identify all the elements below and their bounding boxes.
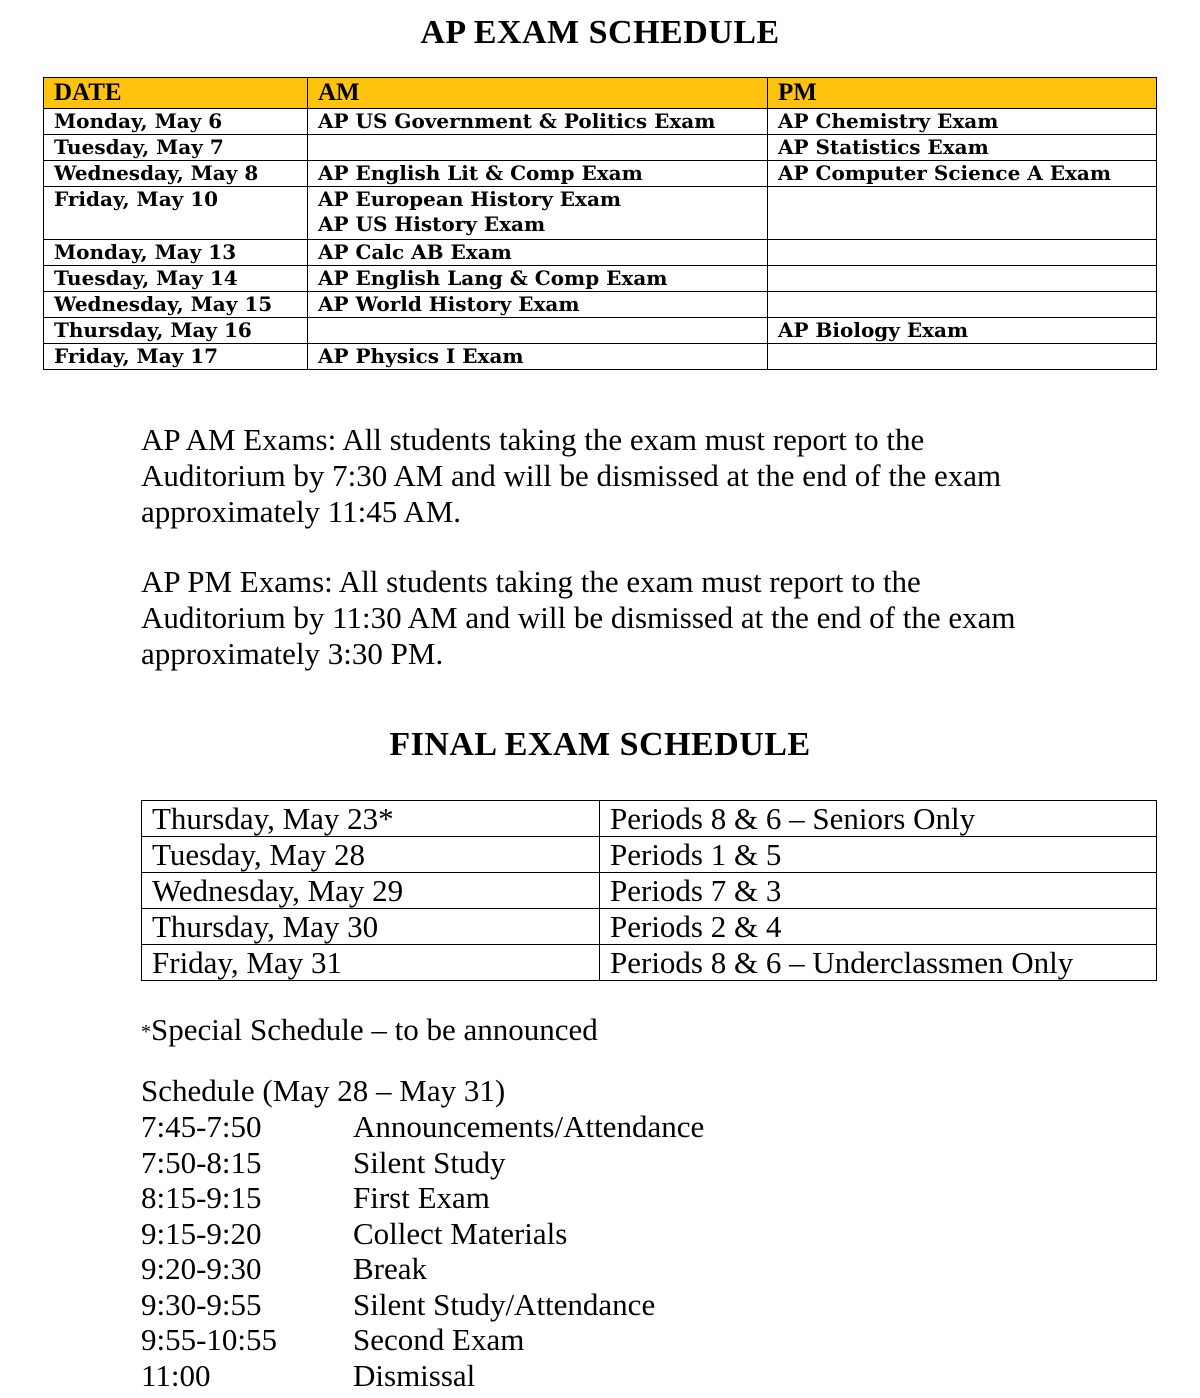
final-date-cell: Wednesday, May 29 bbox=[142, 873, 600, 909]
am-cell bbox=[308, 187, 768, 240]
date-cell: Friday, May 17 bbox=[44, 344, 308, 370]
am-cell bbox=[308, 344, 768, 370]
am-cell bbox=[308, 240, 768, 266]
list-item bbox=[141, 1109, 1041, 1145]
activity: Break bbox=[353, 1251, 428, 1286]
time-slot: 7:45-7:50 bbox=[141, 1109, 262, 1144]
table-row bbox=[44, 240, 1157, 266]
pm-cell: AP Computer Science A Exam bbox=[768, 161, 1157, 187]
ap-exam-table bbox=[43, 77, 1157, 370]
table-row bbox=[44, 292, 1157, 318]
time-slot: 9:55-10:55 bbox=[141, 1322, 278, 1357]
list-item bbox=[141, 1145, 1041, 1181]
date-cell: Monday, May 13 bbox=[44, 240, 308, 266]
final-periods-cell: Periods 7 & 3 bbox=[600, 873, 1157, 909]
ap-schedule-title: AP EXAM SCHEDULE bbox=[420, 14, 780, 51]
time-slot: 9:30-9:55 bbox=[141, 1286, 262, 1322]
table-row bbox=[44, 161, 1157, 187]
final-date-cell: Tuesday, May 28 bbox=[142, 837, 600, 873]
am-exam: AP Calc AB Exam bbox=[318, 240, 512, 264]
daily-schedule bbox=[141, 1073, 1041, 1393]
table-row bbox=[44, 187, 1157, 240]
table-row bbox=[142, 909, 1157, 945]
time-slot: 11:00 bbox=[141, 1357, 211, 1393]
pm-cell: AP Chemistry Exam bbox=[768, 109, 1157, 135]
am-cell bbox=[308, 135, 768, 161]
pm-cell bbox=[768, 266, 1157, 292]
date-cell: Friday, May 10 bbox=[44, 187, 308, 240]
table-row bbox=[142, 837, 1157, 873]
am-exam: AP US Government & Politics Exam bbox=[318, 109, 716, 133]
am-cell bbox=[308, 266, 768, 292]
table-row bbox=[44, 109, 1157, 135]
pm-cell bbox=[768, 292, 1157, 318]
ap-am-exams-note: AP AM Exams: All students taking the exam must report to the Auditorium by 7:30 AM and will be dismissed at the end of the exam approximately 11:45 AM. bbox=[141, 422, 1002, 529]
table-row bbox=[44, 266, 1157, 292]
activity: Announcements/Attendance bbox=[353, 1109, 705, 1144]
activity: Silent Study/Attendance bbox=[353, 1286, 656, 1322]
pm-cell: AP Biology Exam bbox=[768, 318, 1157, 344]
list-item bbox=[141, 1251, 1041, 1287]
table-row bbox=[142, 945, 1157, 981]
list-item bbox=[141, 1216, 1041, 1252]
special-schedule-note bbox=[141, 1012, 598, 1050]
am-cell bbox=[308, 318, 768, 344]
ap-pm-exams-note: AP PM Exams: All students taking the exam must report to the Auditorium by 11:30 AM and will be dismissed at the end of the exam approximately 3:30 PM. bbox=[141, 564, 1016, 671]
activity: Silent Study bbox=[353, 1144, 506, 1180]
list-item bbox=[141, 1180, 1041, 1216]
am-exam: AP European History Exam bbox=[318, 187, 622, 211]
final-date-cell: Thursday, May 30 bbox=[142, 909, 600, 945]
pm-cell bbox=[768, 187, 1157, 240]
activity: Dismissal bbox=[353, 1357, 476, 1393]
am-cell bbox=[308, 109, 768, 135]
final-schedule-title: FINAL EXAM SCHEDULE bbox=[389, 726, 811, 763]
table-row bbox=[44, 344, 1157, 370]
header-pm: PM bbox=[768, 78, 1157, 109]
am-exam: AP US History Exam bbox=[318, 212, 546, 236]
am-cell bbox=[308, 292, 768, 318]
final-date-cell: Friday, May 31 bbox=[142, 945, 600, 981]
date-cell: Wednesday, May 8 bbox=[44, 161, 308, 187]
list-item bbox=[141, 1322, 1041, 1358]
activity: Collect Materials bbox=[353, 1215, 568, 1251]
am-exam: AP Physics I Exam bbox=[318, 344, 524, 368]
am-cell bbox=[308, 161, 768, 187]
am-exam: AP English Lang & Comp Exam bbox=[318, 266, 668, 290]
date-cell: Tuesday, May 14 bbox=[44, 266, 308, 292]
final-periods-cell: Periods 1 & 5 bbox=[600, 837, 1157, 873]
activity: Second Exam bbox=[353, 1322, 525, 1357]
daily-schedule-title: Schedule (May 28 – May 31) bbox=[141, 1073, 506, 1108]
header-am: AM bbox=[308, 78, 768, 109]
table-row bbox=[44, 135, 1157, 161]
list-item bbox=[141, 1358, 1041, 1394]
am-exam: AP English Lit & Comp Exam bbox=[318, 161, 643, 185]
final-periods-cell: Periods 8 & 6 – Seniors Only bbox=[600, 801, 1157, 837]
table-row bbox=[142, 873, 1157, 909]
list-item bbox=[141, 1287, 1041, 1323]
date-cell: Monday, May 6 bbox=[44, 109, 308, 135]
asterisk: * bbox=[141, 1021, 151, 1043]
am-exam: AP World History Exam bbox=[318, 292, 580, 316]
time-slot: 9:20-9:30 bbox=[141, 1251, 262, 1286]
pm-cell bbox=[768, 240, 1157, 266]
final-exam-table bbox=[141, 800, 1157, 981]
table-row bbox=[142, 801, 1157, 837]
table-row bbox=[44, 318, 1157, 344]
date-cell: Wednesday, May 15 bbox=[44, 292, 308, 318]
final-periods-cell: Periods 2 & 4 bbox=[600, 909, 1157, 945]
time-slot: 8:15-9:15 bbox=[141, 1180, 262, 1215]
date-cell: Tuesday, May 7 bbox=[44, 135, 308, 161]
pm-cell bbox=[768, 344, 1157, 370]
time-slot: 9:15-9:20 bbox=[141, 1215, 262, 1251]
final-date-cell: Thursday, May 23* bbox=[142, 801, 600, 837]
activity: First Exam bbox=[353, 1180, 490, 1215]
pm-cell: AP Statistics Exam bbox=[768, 135, 1157, 161]
final-periods-cell: Periods 8 & 6 – Underclassmen Only bbox=[600, 945, 1157, 981]
time-slot: 7:50-8:15 bbox=[141, 1144, 262, 1180]
header-date: DATE bbox=[44, 78, 308, 109]
ap-table-header-row bbox=[44, 78, 1157, 109]
special-note-text: Special Schedule – to be announced bbox=[151, 1012, 598, 1047]
date-cell: Thursday, May 16 bbox=[44, 318, 308, 344]
